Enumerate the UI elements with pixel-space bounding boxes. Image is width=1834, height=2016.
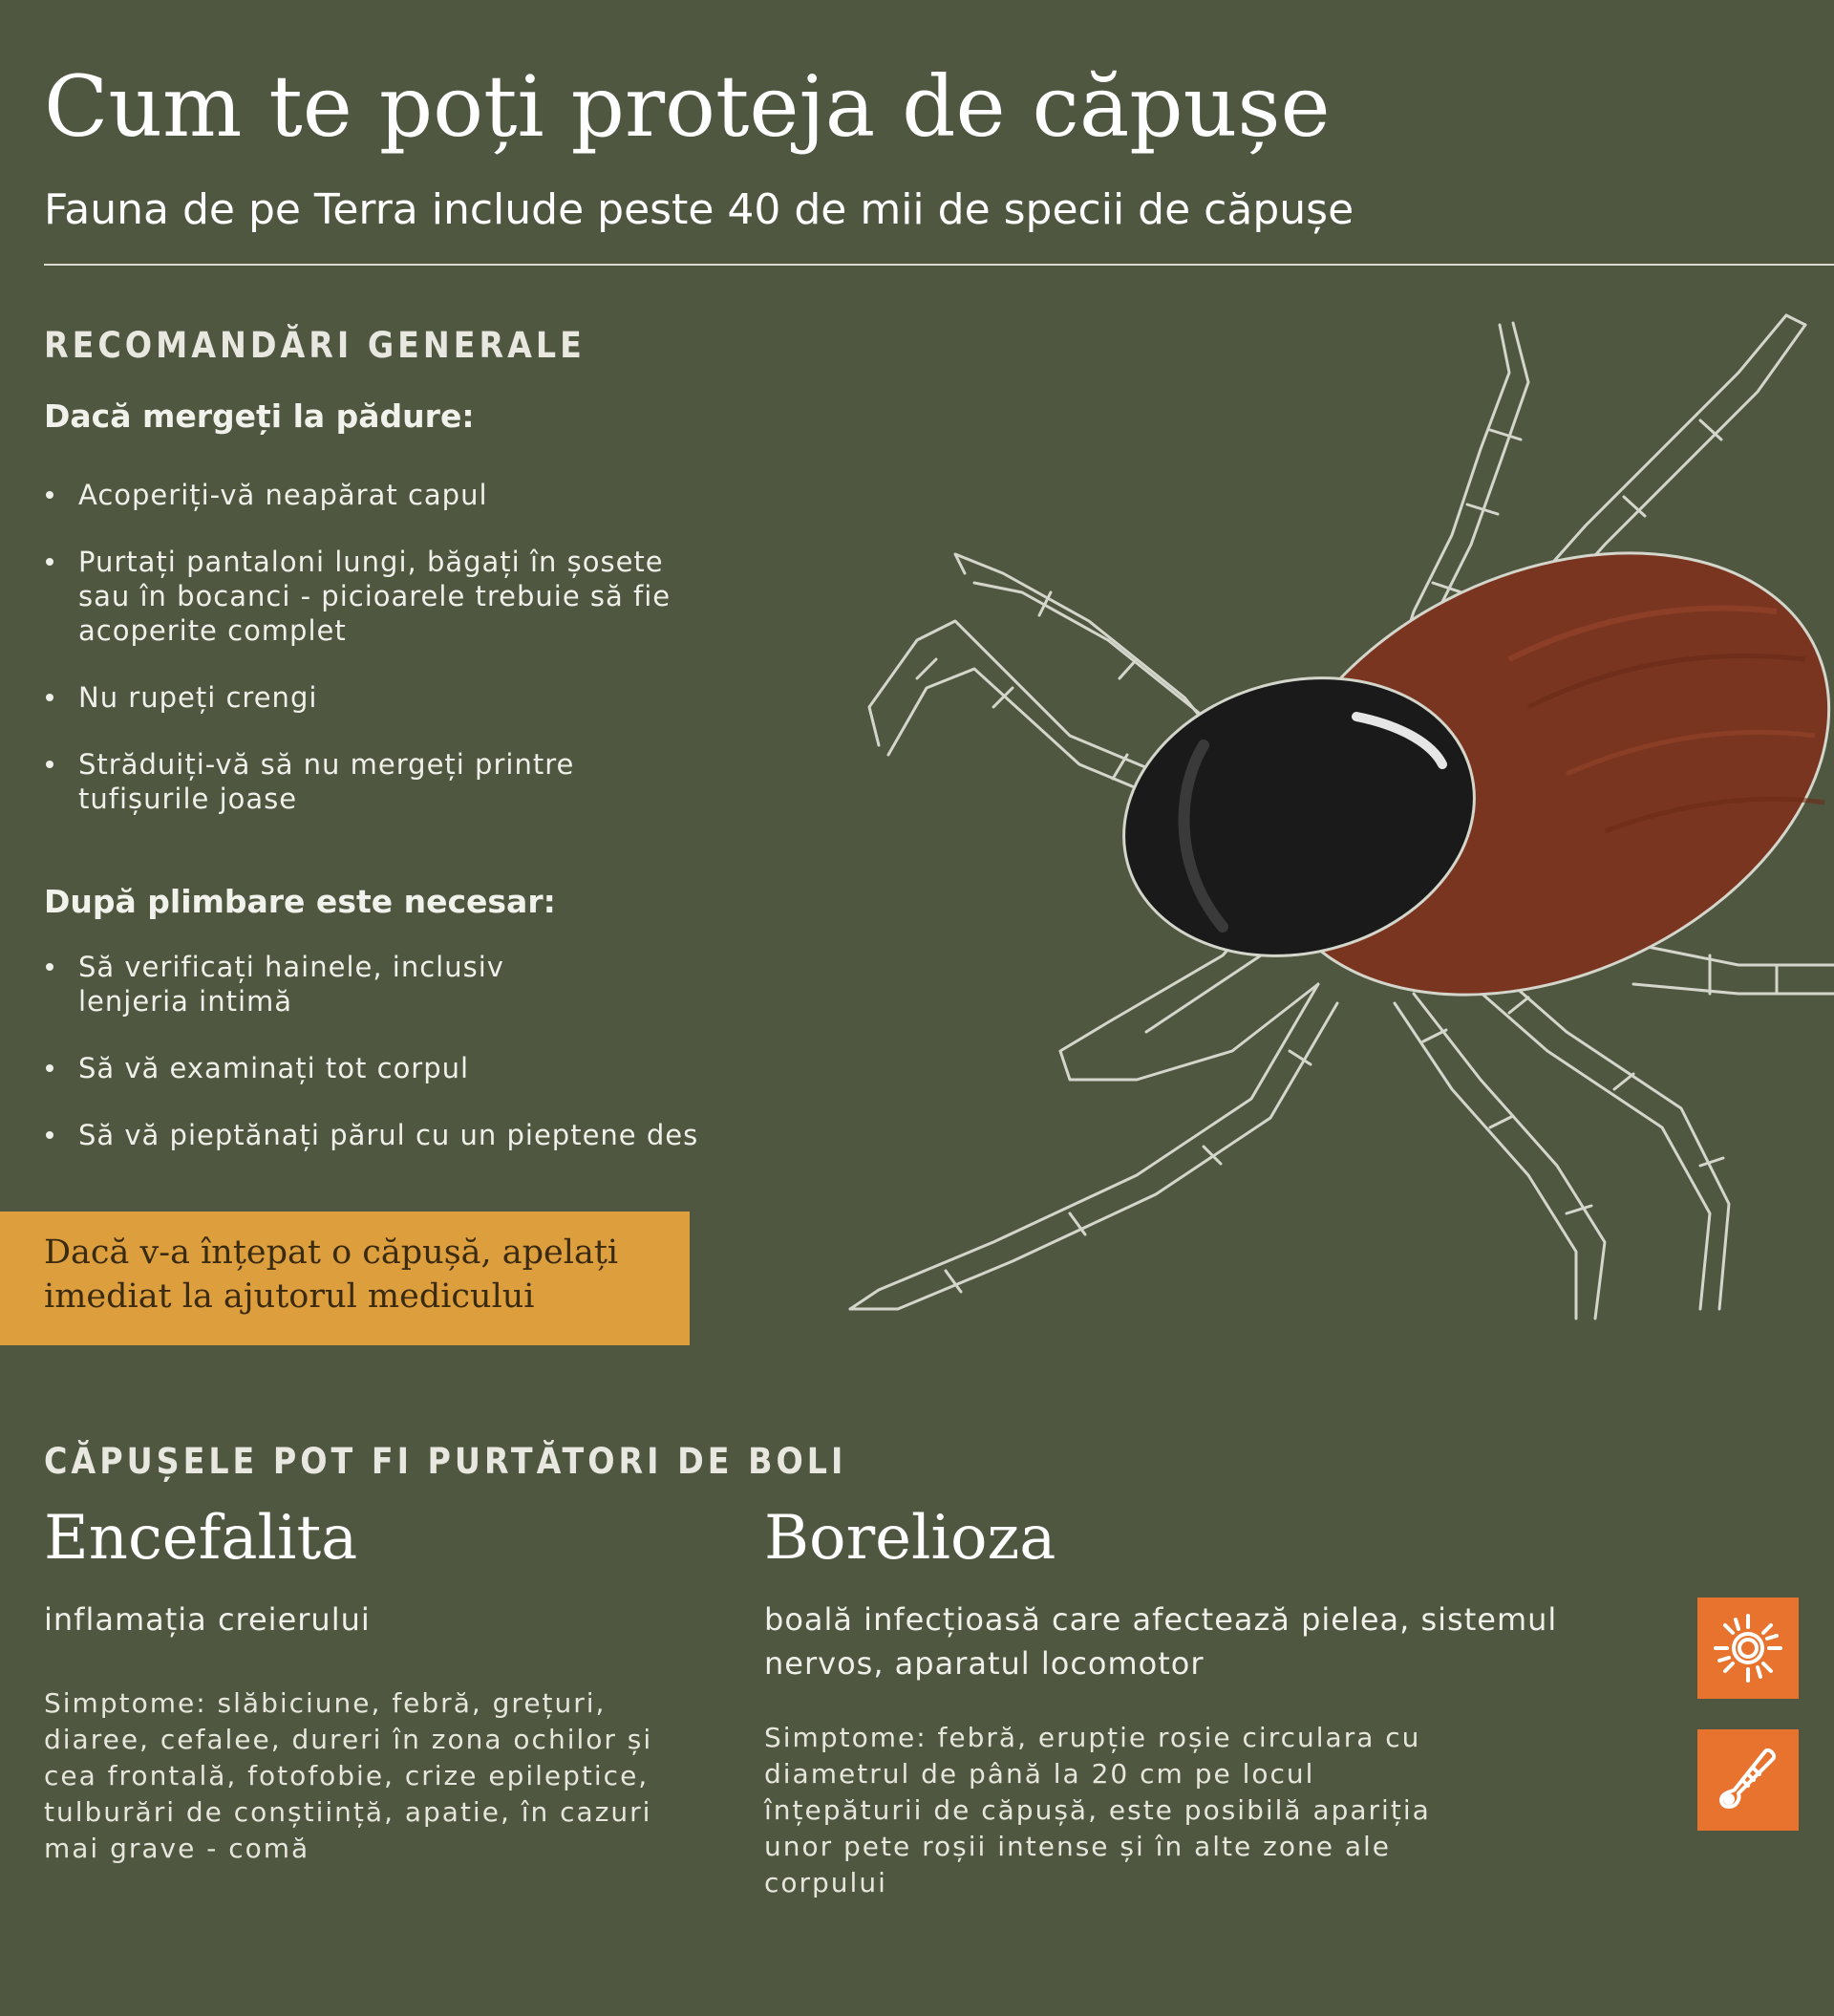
list-item: Acoperiți-vă neapărat capul bbox=[44, 478, 693, 512]
list-item: Să verificați hainele, inclusiv lenjeria intimă bbox=[44, 950, 537, 1019]
disease-description-borelioza: boală infecțioasă care afectează pielea, sistemul nervos, aparatul locomotor bbox=[764, 1601, 1558, 1682]
forest-list bbox=[44, 478, 693, 848]
after-walk-heading: După plimbare este necesar: bbox=[44, 883, 556, 920]
list-item: Nu rupeți crengi bbox=[44, 680, 693, 715]
forest-heading: Dacă mergeți la pădure: bbox=[44, 397, 475, 435]
tick-illustration bbox=[821, 296, 1834, 1366]
disease-name-encefalita: Encefalita bbox=[44, 1503, 358, 1574]
list-item: Străduiți-vă să nu mergeți printre tufișurile joase bbox=[44, 747, 693, 816]
list-item: Purtați pantaloni lungi, băgați în șosete sau în bocanci - picioarele trebuie să fie acoperite complet bbox=[44, 545, 693, 648]
page-title: Cum te poți proteja de căpușe bbox=[44, 57, 1331, 156]
after-walk-list bbox=[44, 950, 713, 1185]
diseases-heading: CĂPUȘELE POT FI PURTĂTORI DE BOLI bbox=[44, 1441, 847, 1482]
list-item: Să vă examinați tot corpul bbox=[44, 1051, 713, 1085]
callout-text: Dacă v-a înțepat o căpușă, apelați imediat la ajutorul medicului bbox=[44, 1233, 619, 1316]
disease-symptoms-encefalita: Simptome: slăbiciune, febră, grețuri, diaree, cefalee, dureri în zona ochilor și cea frontală, fotofobie, crize epileptice, tulburări de conștiință, apatie, în cazuri mai grave - comă bbox=[44, 1687, 653, 1864]
disease-name-borelioza: Borelioza bbox=[764, 1503, 1056, 1574]
general-recommendations-heading: RECOMANDĂRI GENERALE bbox=[44, 325, 586, 366]
page-subtitle: Fauna de pe Terra include peste 40 de mii de specii de căpușe bbox=[44, 185, 1354, 234]
disease-symptoms-borelioza: Simptome: febră, erupție roșie circulara cu diametrul de până la 20 cm pe locul înțepăturii de căpușă, este posibilă apariția unor pete roșii intense și în alte zone ale corpului bbox=[764, 1722, 1431, 1898]
thermometer-icon bbox=[1697, 1729, 1799, 1831]
doctor-callout bbox=[0, 1212, 690, 1345]
disease-description-encefalita: inflamația creierului bbox=[44, 1601, 371, 1638]
list-item: Să vă pieptănați părul cu un pieptene des bbox=[44, 1118, 713, 1152]
header-divider bbox=[44, 264, 1834, 266]
sun-icon bbox=[1697, 1598, 1799, 1699]
